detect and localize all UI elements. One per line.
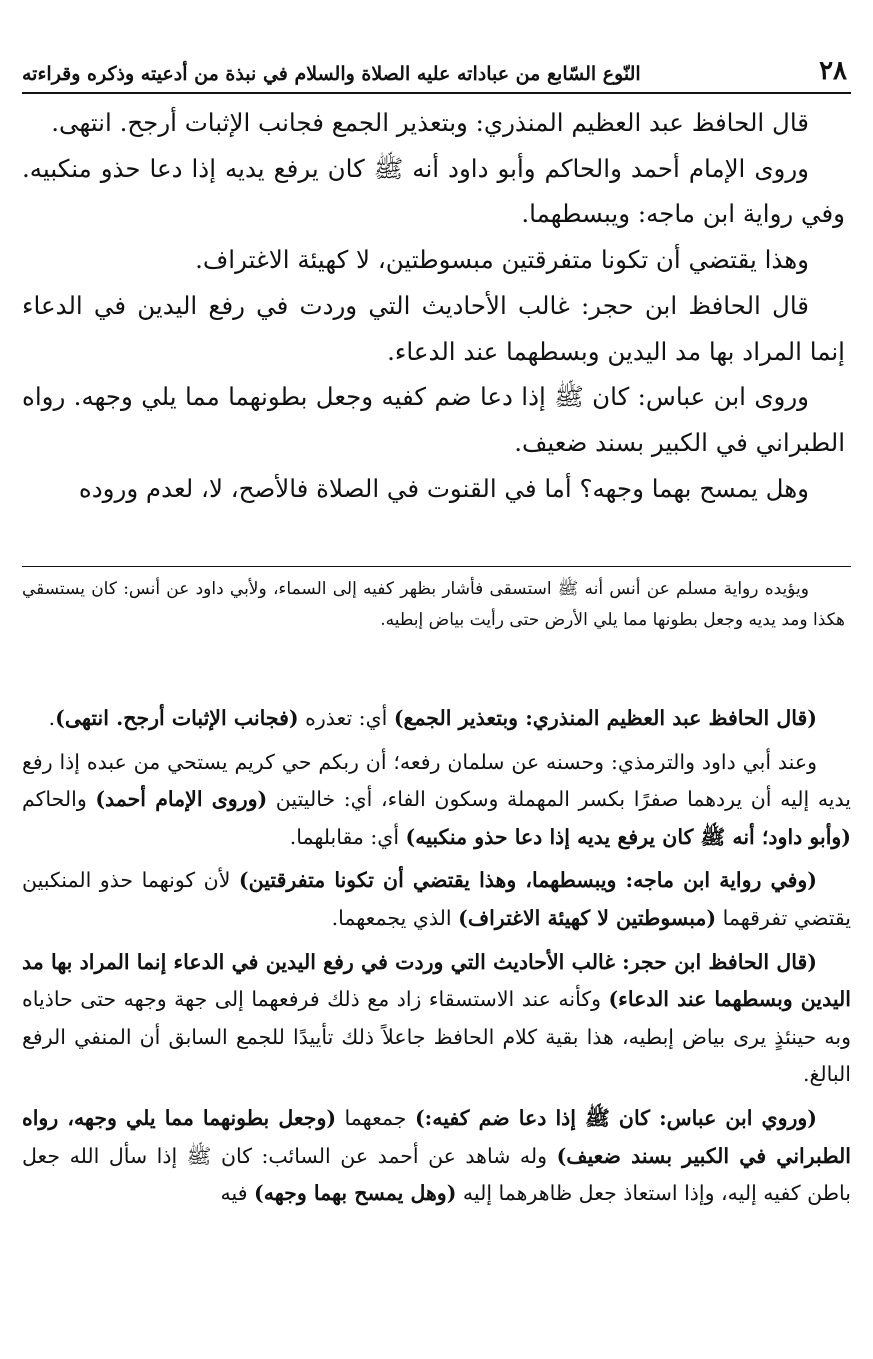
quoted-matn: (وروى الإمام أحمد) bbox=[95, 787, 268, 812]
main-text bbox=[22, 100, 845, 511]
quoted-matn: (وفي رواية ابن ماجه: ويبسطهما، وهذا يقتضي أن تكونا متفرقتين) bbox=[238, 868, 817, 893]
quoted-matn: (مبسوطتين لا كهيئة الاغتراف) bbox=[458, 905, 717, 930]
commentary-text: وعند أبي داود والترمذي: وحسنه عن سلمان رفعه؛ أن ربكم حي كريم يستحي من عبده إذا رفع يديه إليه أن يردهما صفرًا بكسر المهملة وسكون الفاء، أي: خاليتين bbox=[22, 749, 851, 812]
quoted-matn: (قال الحافظ عبد العظيم المنذري: وبتعذير الجمع) bbox=[393, 706, 817, 730]
commentary-paragraph bbox=[22, 744, 851, 857]
page-number: ٢٨ bbox=[819, 56, 847, 86]
commentary-text: أي: مقابلهما. bbox=[289, 824, 406, 849]
footnote-rule bbox=[22, 566, 851, 567]
matn-paragraph: وهذا يقتضي أن تكونا متفرقتين مبسوطتين، لا كهيئة الاغتراف. bbox=[195, 245, 809, 275]
matn-paragraph: وروى ابن عباس: كان ﷺ إذا دعا ضم كفيه وجعل بطونهما مما يلي وجهه. رواه الطبراني في الكبير بسند ضعيف. bbox=[22, 382, 845, 457]
matn-paragraph: وهل يمسح بهما وجهه؟ أما في القنوت في الصلاة فالأصح، لا، لعدم وروده bbox=[78, 473, 809, 503]
matn-paragraph: قال الحافظ ابن حجر: غالب الأحاديث التي وردت في رفع اليدين في الدعاء إنما المراد بها مد اليدين وبسطهما عند الدعاء. bbox=[22, 290, 845, 366]
commentary-text: وله شاهد عن أحمد عن السائب: كان ﷺ إذا سأل الله جعل باطن كفيه إليه، وإذا استعاذ جعل ظاهرهما إليه bbox=[22, 1143, 851, 1206]
matn-paragraph: قال الحافظ عبد العظيم المنذري: وبتعذير الجمع فجانب الإثبات أرجح. انتهى. bbox=[51, 108, 809, 137]
commentary-paragraph bbox=[22, 700, 851, 738]
quoted-matn: (وهل يمسح بهما وجهه) bbox=[254, 1181, 457, 1206]
commentary-paragraph bbox=[22, 862, 851, 937]
quoted-matn: (وأبو داود؛ أنه ﷺ كان يرفع يديه إذا دعا حذو منكبيه) bbox=[405, 824, 851, 849]
commentary-text: وكأنه عند الاستسقاء زاد مع ذلك فرفعهما إلى جهة وجهه حتى حاذياه وبه حينئذٍ يرى بياض إبطيه، هذا بقية كلام الحافظ جاعلاً ذلك تأييدًا للجمع السابق أن المنفي الرفع البالغ. bbox=[22, 987, 851, 1087]
running-title: النّوع السّابع من عباداته عليه الصلاة والسلام في نبذة من أدعيته وذكره وقراءته bbox=[22, 63, 641, 85]
commentary-text: الذي يجمعهما. bbox=[331, 905, 459, 930]
quoted-matn: (وروي ابن عباس: كان ﷺ إذا دعا ضم كفيه:) bbox=[414, 1105, 817, 1130]
quoted-matn: (قال الحافظ ابن حجر: غالب الأحاديث التي وردت في رفع اليدين في الدعاء إنما المراد بها مد اليدين وبسطهما عند الدعاء) bbox=[22, 949, 851, 1012]
commentary-paragraph bbox=[22, 944, 851, 1094]
matn-paragraph: وروى الإمام أحمد والحاكم وأبو داود أنه ﷺ كان يرفع يديه إذا دعا حذو منكبيه. وفي رواية ابن ماجه: ويبسطهما. bbox=[22, 153, 845, 229]
commentary-text: لأن كونهما حذو المنكبين يقتضي تفرقهما bbox=[22, 868, 851, 930]
commentary-paragraph bbox=[22, 1100, 851, 1213]
quoted-matn: (فجانب الإثبات أرجح. انتهى) bbox=[55, 706, 299, 730]
commentary-text: جمعهما bbox=[336, 1105, 415, 1130]
commentary bbox=[22, 700, 851, 1219]
commentary-text: والحاكم bbox=[22, 787, 96, 812]
header-rule bbox=[22, 92, 851, 94]
footnote bbox=[22, 574, 845, 636]
commentary-text: أي: تعذره bbox=[298, 706, 394, 730]
page-header bbox=[22, 44, 851, 84]
quoted-matn: (وجعل بطونهما مما يلي وجهه، رواه الطبراني في الكبير بسند ضعيف) bbox=[22, 1105, 851, 1168]
commentary-text: . bbox=[48, 706, 56, 730]
commentary-text: فيه bbox=[220, 1181, 255, 1206]
footnote-text: ويؤيده رواية مسلم عن أنس أنه ﷺ استسقى فأشار بظهر كفيه إلى السماء، ولأبي داود عن أنس: كان يستسقي هكذا ومد يديه وجعل بطونها مما يلي الأرض حتى رأيت بياض إبطيه. bbox=[22, 579, 845, 630]
